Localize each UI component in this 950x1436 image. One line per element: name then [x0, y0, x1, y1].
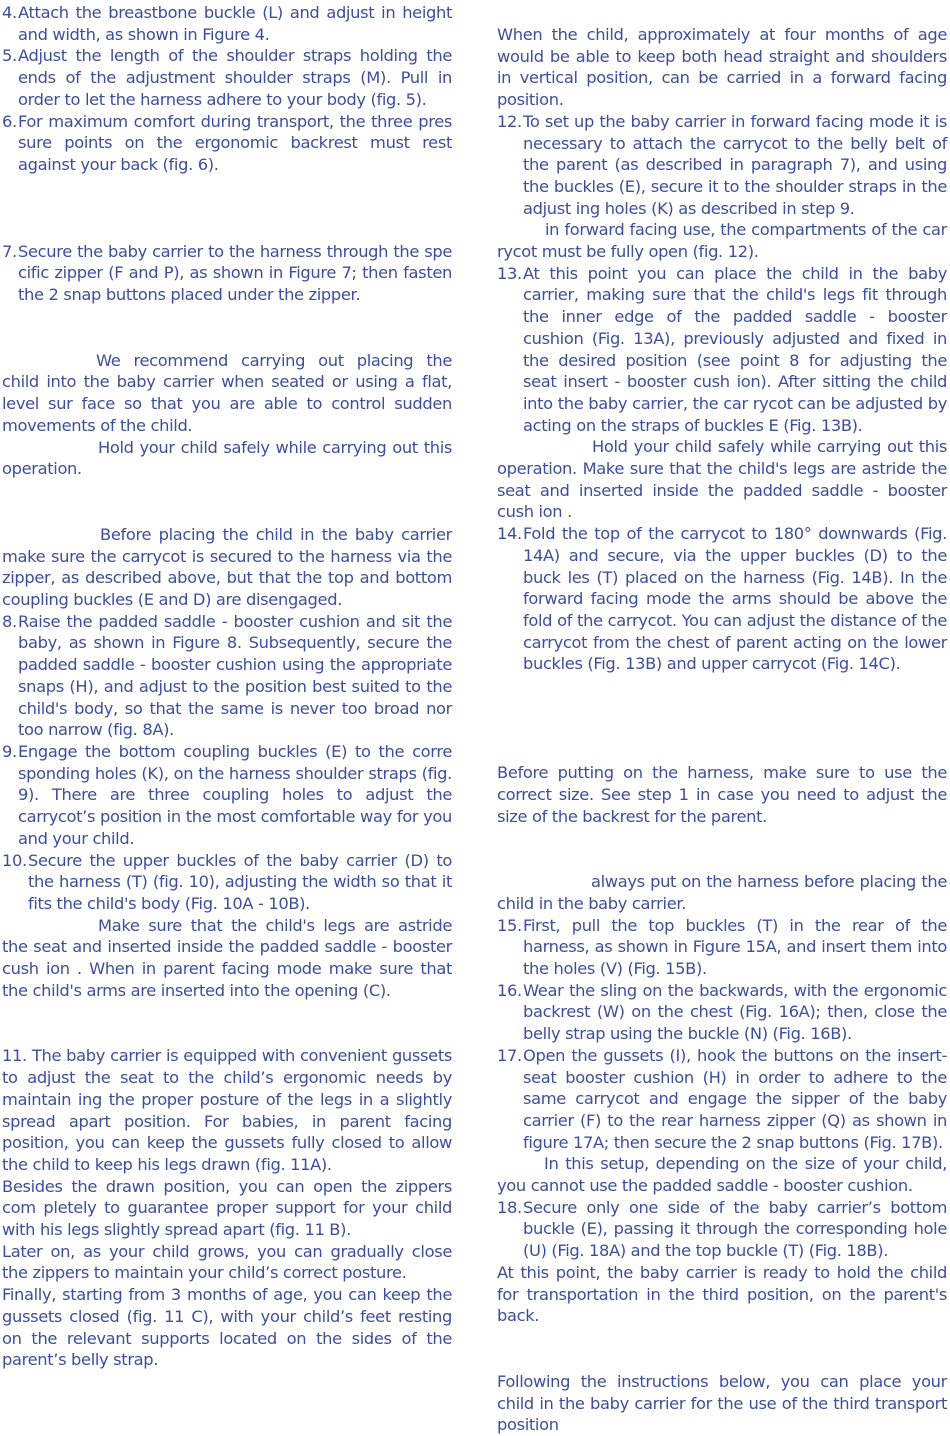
step-text: Secure only one side of the baby carrier’s bottom buckle (E), passing it through the corresponding hole (U) (Fig. 18A) and the top buckle (T) (Fig. 18B). — [523, 1197, 947, 1261]
step-8 — [2, 611, 452, 741]
following-paragraph: Following the instructions below, you can place your child in the baby carrier for the use of the third transport position — [497, 1371, 947, 1435]
step-14 — [497, 523, 947, 675]
step-text: Attach the breastbone buckle (L) and adjust in height and width, as shown in Figure 4. — [18, 3, 452, 44]
besides-paragraph: Besides the drawn position, you can open the zippers com pletely to guarantee proper support for your child with his legs slightly spread apart (fig. 11 B). — [2, 1176, 452, 1240]
step-text: To set up the baby carrier in forward facing mode it is necessary to attach the carrycot to the belly belt of the parent (as described in paragraph 7), and using the buckles (E), secure it to the shoulder straps in the adjust ing holes (K) as described in step 9. — [523, 111, 947, 218]
left-column — [2, 2, 452, 1371]
hold-child-paragraph: Hold your child safely while carrying out this operation. — [2, 437, 452, 479]
step-text: Secure the baby carrier to the harness through the spe cific zipper (F and P), as shown in Figure 7; then fasten the 2 snap buttons placed under the zipper. — [18, 241, 452, 305]
right-column — [497, 2, 947, 1436]
step-text: Raise the padded saddle - booster cushion and sit the baby, as shown in Figure 8. Subsequently, secure the padded saddle - booster cushion using the appropriate snaps (H), and adjust to the position best suited to the child's body, so that the same is never too broad nor too narrow (fig. 8A). — [18, 611, 452, 740]
step-number: 6. — [2, 111, 17, 131]
step-6 — [2, 111, 452, 176]
always-harness-paragraph: always put on the harness before placing the child in the baby carrier. — [497, 872, 947, 913]
step-13 — [497, 263, 947, 437]
step-number: 14. — [497, 524, 522, 544]
step-number: 13. — [497, 263, 522, 283]
step-text: Open the gussets (I), hook the buttons on the insert-seat booster cushion (H) in order to adhere to the same carrycot and engage the sipper of the baby carrier (F) to the rear harness zipper (Q) as shown in figure 17A; then secure the 2 snap buttons (Fig. 17B). — [523, 1045, 947, 1152]
step-number: 18. — [497, 1197, 522, 1217]
step-text: Wear the sling on the backwards, with the ergonomic backrest (W) on the chest (Fig. 16A); then, close the belly strap using the buckle (N) (Fig. 16B). — [523, 980, 947, 1044]
step-text: Engage the bottom coupling buckles (E) to the corre sponding holes (K), on the harness shoulder straps (fig. 9). There are three coupling holes to adjust the carrycot’s position in the most comfortable way for you and your child. — [18, 741, 452, 848]
step-text: For maximum comfort during transport, the three pres sure points on the ergonomic backrest must rest against your back (fig. 6). — [18, 111, 452, 174]
recommend-paragraph: We recommend carrying out placing the child into the baby carrier when seated or using a flat, level sur face so that you are able to control sudden movements of the child. — [2, 350, 452, 435]
ready-paragraph: At this point, the baby carrier is ready to hold the child for transportation in the third position, on the parent's back. — [497, 1262, 947, 1326]
step-7 — [2, 241, 452, 306]
step-text: First, pull the top buckles (T) in the rear of the harness, as shown in Figure 15A, and insert them into the holes (V) (Fig. 15B). — [523, 915, 947, 979]
setup-note: In this setup, depending on the size of your child, you cannot use the padded saddle - booster cushion. — [497, 1154, 947, 1196]
step-9 — [2, 741, 452, 850]
step-number: 12. — [497, 111, 522, 131]
step-text: At this point you can place the child in the baby carrier, making sure that the child's legs fit through the inner edge of the padded saddle - booster cushion (Fig. 13A), previously adjusted and fixed in the desired position (see point 8 for adjusting the seat insert - booster cush ion). After sitting the child into the baby carrier, the car rycot can be adjusted by acting on the straps of buckles E (Fig. 13B). — [523, 263, 947, 435]
forward-facing-note: in forward facing use, the compartments of the car rycot must be fully open (fig. 12). — [497, 220, 947, 262]
step-number: 15. — [497, 915, 522, 935]
step-text: Secure the upper buckles of the baby carrier (D) to the harness (T) (fig. 10), adjusting the width so that it fits the child's body (Fig. 10A - 10B). — [28, 850, 452, 913]
step-4 — [2, 2, 452, 45]
step-number: 7. — [2, 241, 17, 261]
step-17 — [497, 1045, 947, 1154]
step-5 — [2, 45, 452, 110]
step-number: 16. — [497, 980, 522, 1000]
step-text: Adjust the length of the shoulder straps holding the ends of the adjustment shoulder straps (M). Pull in order to let the harness adhere to your body (fig. 5). — [18, 46, 452, 109]
harness-size-paragraph: Before putting on the harness, make sure to use the correct size. See step 1 in case you need to adjust the size of the backrest for the parent. — [497, 763, 947, 826]
step-15 — [497, 915, 947, 980]
step-number: 10. — [2, 850, 27, 870]
step-number: 4. — [2, 3, 17, 22]
before-placing-paragraph: Before placing the child in the baby carrier make sure the carrycot is secured to the harness via the zipper, as described above, but that the top and bottom coupling buckles (E and D) are disengaged. — [2, 524, 452, 610]
step-11-paragraph: 11. The baby carrier is equipped with convenient gussets to adjust the seat to the child’s ergonomic needs by maintain ing the proper posture of the legs in a slightly spread apart position. For babies, in parent facing position, you can keep the gussets fully closed to allow the child to keep his legs drawn (fig. 11A). — [2, 1046, 452, 1174]
step-number: 8. — [2, 611, 17, 631]
step-10 — [2, 850, 452, 915]
step-number: 5. — [2, 46, 17, 66]
later-paragraph: Later on, as your child grows, you can gradually close the zippers to maintain your child’s correct posture. — [2, 1241, 452, 1283]
step-number: 9. — [2, 741, 17, 761]
step-16 — [497, 980, 947, 1045]
finally-paragraph: Finally, starting from 3 months of age, you can keep the gussets closed (fig. 11 C), with your child’s feet resting on the relevant supports located on the sides of the parent’s belly strap. — [2, 1285, 452, 1370]
forward-intro-paragraph: When the child, approximately at four months of age would be able to keep both head straight and shoulders in vertical position, can be carried in a forward facing position. — [497, 25, 947, 110]
step-12 — [497, 111, 947, 220]
hold-child-paragraph: Hold your child safely while carrying out this operation. Make sure that the child's legs are astride the seat and inserted inside the padded saddle - booster cush ion . — [497, 437, 947, 522]
step-text: Fold the top of the carrycot to 180° downwards (Fig. 14A) and secure, via the upper buckles (D) to the buck les (T) placed on the harness (Fig. 14B). In the forward facing mode the arms should be above the fold of the carrycot. You can adjust the distance of the carrycot from the chest of parent acting on the lower buckles (Fig. 13B) and upper carrycot (Fig. 14C). — [523, 524, 947, 674]
make-sure-paragraph: Make sure that the child's legs are astride the seat and inserted inside the padded saddle - booster cush ion . When in parent facing mode make sure that the child's arms are inserted into the opening (C). — [2, 915, 452, 1000]
step-number: 17. — [497, 1045, 522, 1065]
step-18 — [497, 1197, 947, 1262]
